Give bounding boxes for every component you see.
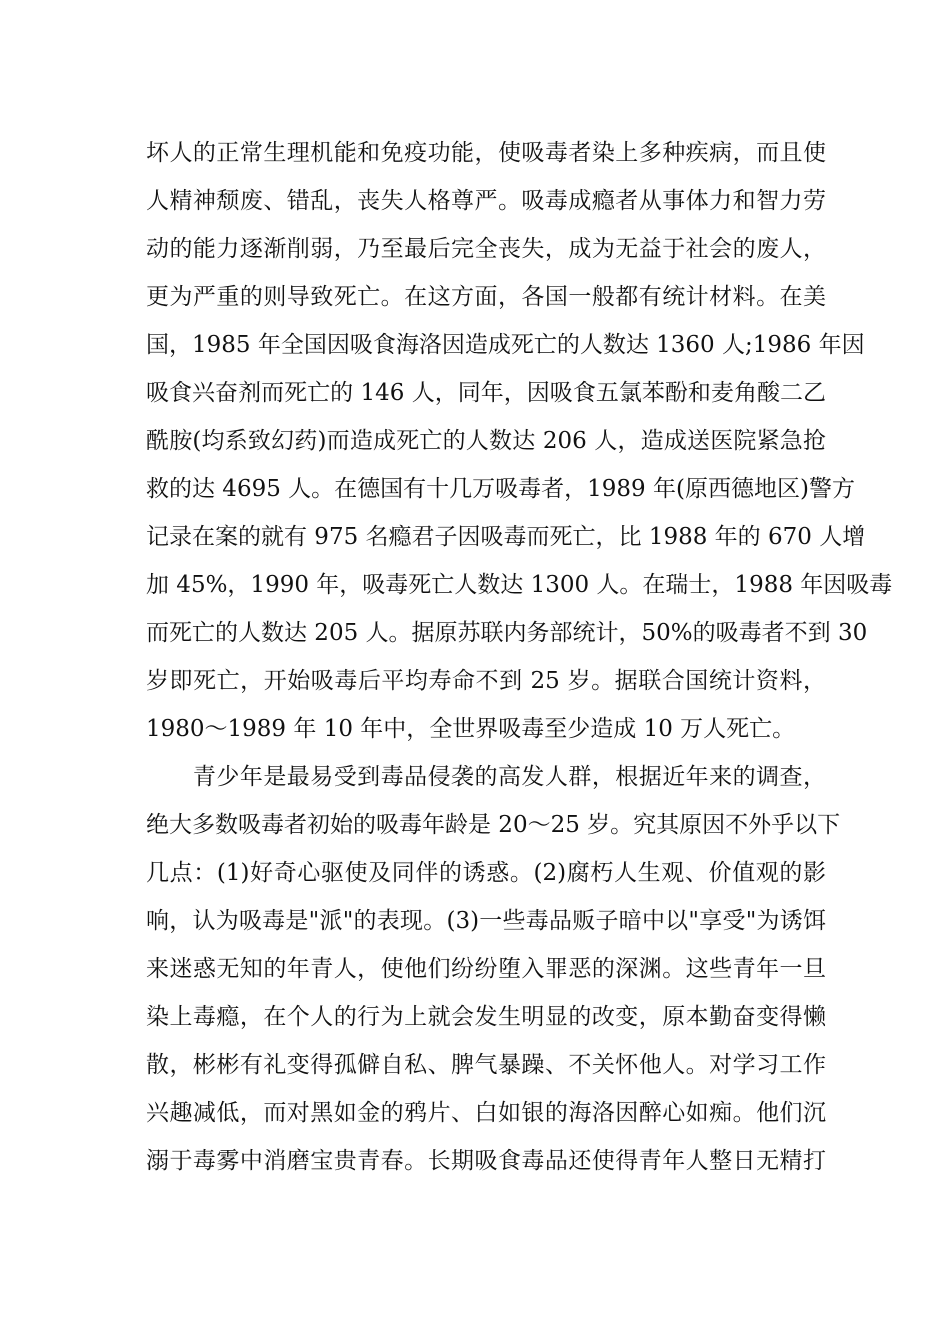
text-line: 而死亡的人数达 205 人。据原苏联内务部统计，50%的吸毒者不到 30 (146, 620, 868, 646)
text-line: 加 45%，1990 年，吸毒死亡人数达 1300 人。在瑞士，1988 年因吸毒 (146, 572, 893, 598)
text-line: 国，1985 年全国因吸食海洛因造成死亡的人数达 1360 人;1986 年因 (146, 332, 865, 358)
text-line: 来迷惑无知的年青人，使他们纷纷堕入罪恶的深渊。这些青年一旦 (146, 956, 826, 982)
text-line: 染上毒瘾，在个人的行为上就会发生明显的改变，原本勤奋变得懒 (146, 1004, 826, 1030)
text-line: 动的能力逐渐削弱，乃至最后完全丧失，成为无益于社会的废人， (146, 236, 826, 262)
text-line: 青少年是最易受到毒品侵袭的高发人群，根据近年来的调查， (146, 764, 826, 790)
text-line: 几点：(1)好奇心驱使及同伴的诱惑。(2)腐朽人生观、价值观的影 (146, 860, 826, 886)
text-line: 坏人的正常生理机能和免疫功能，使吸毒者染上多种疾病，而且使 (146, 140, 826, 166)
text-line: 绝大多数吸毒者初始的吸毒年龄是 20～25 岁。究其原因不外乎以下 (146, 812, 841, 838)
text-line: 人精神颓废、错乱，丧失人格尊严。吸毒成瘾者从事体力和智力劳 (146, 188, 826, 214)
text-line: 酰胺(均系致幻药)而造成死亡的人数达 206 人，造成送医院紧急抢 (146, 428, 826, 454)
text-line: 兴趣减低，而对黑如金的鸦片、白如银的海洛因醉心如痴。他们沉 (146, 1100, 826, 1126)
text-line: 岁即死亡，开始吸毒后平均寿命不到 25 岁。据联合国统计资料， (146, 668, 826, 694)
text-line: 记录在案的就有 975 名瘾君子因吸毒而死亡，比 1988 年的 670 人增 (146, 524, 866, 550)
text-line: 散，彬彬有礼变得孤僻自私、脾气暴躁、不关怀他人。对学习工作 (146, 1052, 826, 1078)
text-line: 吸食兴奋剂而死亡的 146 人，同年，因吸食五氯苯酚和麦角酸二乙 (146, 380, 826, 406)
text-line: 更为严重的则导致死亡。在这方面，各国一般都有统计材料。在美 (146, 284, 826, 310)
text-line: 溺于毒雾中消磨宝贵青春。长期吸食毒品还使得青年人整日无精打 (146, 1148, 826, 1174)
text-line: 响，认为吸毒是"派"的表现。(3)一些毒品贩子暗中以"享受"为诱饵 (146, 908, 826, 934)
text-line: 救的达 4695 人。在德国有十几万吸毒者，1989 年(原西德地区)警方 (146, 476, 855, 502)
text-line: 1980～1989 年 10 年中，全世界吸毒至少造成 10 万人死亡。 (146, 716, 796, 742)
